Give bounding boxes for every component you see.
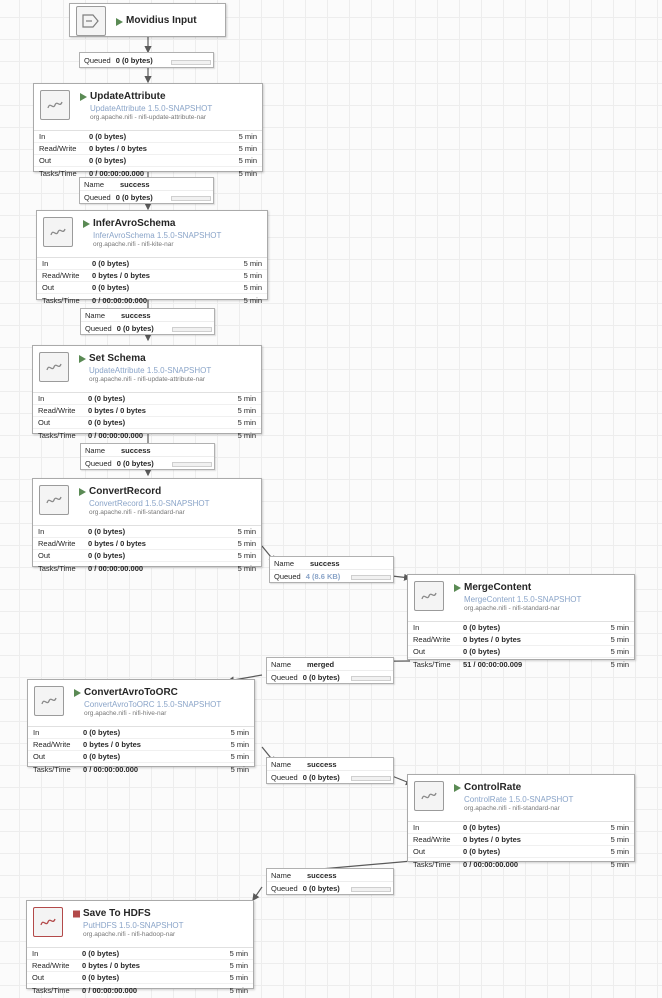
stat-in: In 0 (0 bytes) 5 min — [34, 131, 262, 143]
stat-out: Out 0 (0 bytes) 5 min — [34, 155, 262, 167]
processor-type: PutHDFS 1.5.0-SNAPSHOT — [83, 920, 184, 930]
stat-tasks-time: Tasks/Time 0 / 00:00:00.000 5 min — [33, 764, 249, 774]
processor-bundle: org.apache.nifi - nifi-standard-nar — [464, 604, 560, 612]
stat-in: In 0 (0 bytes) 5 min — [28, 727, 254, 739]
processor-stats — [408, 821, 634, 870]
processor-convert-record[interactable] — [32, 478, 262, 573]
stat-tasks-time: Tasks/Time 0 / 00:00:00.000 5 min — [38, 430, 256, 440]
processor-bundle: org.apache.nifi - nifi-update-attribute-nar — [90, 113, 206, 121]
run-state-icon-movidius-input[interactable] — [112, 15, 126, 27]
stat-out: Out 0 (0 bytes) 5 min — [408, 846, 634, 858]
queued-label: Queued — [85, 459, 112, 468]
stat-read-write: Read/Write 0 bytes / 0 bytes 5 min — [33, 538, 261, 550]
relationship-label: Name — [85, 310, 106, 320]
processor-stats — [27, 947, 253, 996]
queued-value: 0 (0 bytes) — [116, 459, 154, 468]
processor-save-to-hdfs[interactable] — [26, 900, 254, 995]
relationship-label: Name — [271, 759, 292, 769]
processor-merge-content[interactable] — [407, 574, 635, 669]
run-state-icon-convert-record[interactable] — [75, 485, 89, 497]
processor-stats — [33, 392, 261, 441]
queue-bar — [171, 196, 211, 201]
queue-bar — [171, 60, 211, 65]
processor-stats — [37, 257, 267, 306]
stat-read-write: Read/Write 0 bytes / 0 bytes 5 min — [37, 270, 267, 282]
processor-bundle: org.apache.nifi - nifi-kite-nar — [93, 240, 174, 248]
stat-read-write: Read/Write 0 bytes / 0 bytes 5 min — [33, 405, 261, 417]
processor-stats — [33, 525, 261, 574]
queue-bar — [351, 676, 391, 681]
queued-label: Queued — [85, 324, 112, 333]
processor-type: ConvertAvroToORC 1.5.0-SNAPSHOT — [84, 699, 222, 709]
queued-label: Queued — [274, 572, 301, 581]
run-state-icon-update-attribute[interactable] — [76, 90, 90, 102]
queue-bar — [351, 575, 391, 580]
connection-controlrate-to-hdfs[interactable] — [266, 868, 394, 895]
connection-update-to-infer[interactable] — [79, 177, 214, 204]
stat-in: In 0 (0 bytes) 5 min — [33, 393, 261, 405]
stat-in: In 0 (0 bytes) 5 min — [408, 622, 634, 634]
queued-value: 0 (0 bytes) — [302, 884, 340, 893]
run-state-icon-infer-avro-schema[interactable] — [79, 217, 93, 229]
connection-port-to-update[interactable] — [79, 52, 214, 68]
queue-bar — [172, 327, 212, 332]
processor-icon — [414, 781, 444, 811]
processor-infer-avro-schema[interactable] — [36, 210, 268, 305]
relationship-value: success — [121, 310, 151, 320]
stat-out: Out 0 (0 bytes) 5 min — [33, 550, 261, 562]
processor-bundle: org.apache.nifi - nifi-hive-nar — [84, 709, 167, 717]
relationship-label: Name — [271, 870, 292, 880]
queued-value: 0 (0 bytes) — [115, 56, 153, 65]
stat-tasks-time: Tasks/Time 0 / 00:00:00.000 5 min — [32, 985, 248, 995]
processor-type: InferAvroSchema 1.5.0-SNAPSHOT — [93, 230, 222, 240]
processor-name: Movidius Input — [126, 15, 197, 27]
processor-type: ConvertRecord 1.5.0-SNAPSHOT — [89, 498, 210, 508]
processor-name: Save To HDFS — [83, 908, 151, 919]
stat-out: Out 0 (0 bytes) 5 min — [28, 751, 254, 763]
queued-label: Queued — [271, 884, 298, 893]
connection-setschema-to-convertrecord[interactable] — [80, 443, 215, 470]
stat-out: Out 0 (0 bytes) 5 min — [37, 282, 267, 294]
queue-bar — [351, 887, 391, 892]
run-state-icon-control-rate[interactable] — [450, 781, 464, 793]
processor-name: Set Schema — [89, 353, 146, 364]
processor-bundle: org.apache.nifi - nifi-standard-nar — [464, 804, 560, 812]
processor-icon — [43, 217, 73, 247]
run-state-icon-save-to-hdfs[interactable] — [69, 907, 83, 919]
stat-tasks-time: Tasks/Time 51 / 00:00:00.009 5 min — [413, 659, 629, 669]
input-port-icon — [76, 6, 106, 36]
queued-label: Queued — [271, 673, 298, 682]
processor-stats — [34, 130, 262, 179]
relationship-value: success — [121, 445, 151, 455]
relationship-value: merged — [307, 659, 335, 669]
run-state-icon-merge-content[interactable] — [450, 581, 464, 593]
processor-bundle: org.apache.nifi - nifi-standard-nar — [89, 508, 185, 516]
processor-type: ControlRate 1.5.0-SNAPSHOT — [464, 794, 574, 804]
queue-bar — [172, 462, 212, 467]
stat-tasks-time: Tasks/Time 0 / 00:00:00.000 5 min — [39, 168, 257, 178]
relationship-label: Name — [271, 659, 292, 669]
processor-icon — [33, 907, 63, 937]
processor-icon — [39, 485, 69, 515]
stat-read-write: Read/Write 0 bytes / 0 bytes 5 min — [408, 634, 634, 646]
processor-name: InferAvroSchema — [93, 218, 176, 229]
stat-tasks-time: Tasks/Time 0 / 00:00:00.000 5 min — [413, 859, 629, 869]
processor-icon — [40, 90, 70, 120]
stat-read-write: Read/Write 0 bytes / 0 bytes 5 min — [27, 960, 253, 972]
queue-bar — [351, 776, 391, 781]
queued-value: 0 (0 bytes) — [115, 193, 153, 202]
relationship-value: success — [307, 759, 337, 769]
queued-value: 0 (0 bytes) — [302, 773, 340, 782]
stat-read-write: Read/Write 0 bytes / 0 bytes 5 min — [28, 739, 254, 751]
run-state-icon-set-schema[interactable] — [75, 352, 89, 364]
relationship-value: success — [310, 558, 340, 568]
processor-stats — [28, 726, 254, 775]
processor-set-schema[interactable] — [32, 345, 262, 440]
processor-name: UpdateAttribute — [90, 91, 166, 102]
run-state-icon-convert-avro-to-orc[interactable] — [70, 686, 84, 698]
relationship-value: success — [120, 179, 150, 189]
connection-convertrecord-to-merge[interactable] — [269, 556, 394, 583]
stat-out: Out 0 (0 bytes) 5 min — [27, 972, 253, 984]
stat-in: In 0 (0 bytes) 5 min — [33, 526, 261, 538]
stat-in: In 0 (0 bytes) 5 min — [408, 822, 634, 834]
processor-type: UpdateAttribute 1.5.0-SNAPSHOT — [89, 365, 212, 375]
relationship-label: Name — [84, 179, 105, 189]
queued-value: 0 (0 bytes) — [116, 324, 154, 333]
connection-merge-to-orc[interactable] — [266, 657, 394, 684]
processor-name: ControlRate — [464, 782, 522, 793]
queued-label: Queued — [84, 56, 111, 65]
stat-out: Out 0 (0 bytes) 5 min — [408, 646, 634, 658]
connection-orc-to-controlrate[interactable] — [266, 757, 394, 784]
stat-tasks-time: Tasks/Time 0 / 00:00:00.000 5 min — [42, 295, 262, 305]
connection-infer-to-setschema[interactable] — [80, 308, 215, 335]
processor-name: MergeContent — [464, 582, 532, 593]
processor-bundle: org.apache.nifi - nifi-update-attribute-nar — [89, 375, 205, 383]
processor-name: ConvertRecord — [89, 486, 162, 497]
stat-in: In 0 (0 bytes) 5 min — [27, 948, 253, 960]
queued-label: Queued — [84, 193, 111, 202]
relationship-label: Name — [274, 558, 295, 568]
relationship-label: Name — [85, 445, 106, 455]
stat-read-write: Read/Write 0 bytes / 0 bytes 5 min — [34, 143, 262, 155]
processor-type: UpdateAttribute 1.5.0-SNAPSHOT — [90, 103, 213, 113]
stat-in: In 0 (0 bytes) 5 min — [37, 258, 267, 270]
relationship-value: success — [307, 870, 337, 880]
processor-type: MergeContent 1.5.0-SNAPSHOT — [464, 594, 582, 604]
queued-value: 4 (8.6 KB) — [305, 572, 341, 581]
processor-icon — [414, 581, 444, 611]
processor-update-attribute[interactable] — [33, 83, 263, 178]
processor-icon — [34, 686, 64, 716]
processor-name: ConvertAvroToORC — [84, 687, 178, 698]
queued-label: Queued — [271, 773, 298, 782]
processor-bundle: org.apache.nifi - nifi-hadoop-nar — [83, 930, 176, 938]
queued-value: 0 (0 bytes) — [302, 673, 340, 682]
processor-icon — [39, 352, 69, 382]
processor-movidius-input[interactable] — [69, 3, 226, 37]
processor-stats — [408, 621, 634, 670]
processor-convert-avro-to-orc[interactable] — [27, 679, 255, 774]
processor-control-rate[interactable] — [407, 774, 635, 869]
stat-tasks-time: Tasks/Time 0 / 00:00:00.000 5 min — [38, 563, 256, 573]
stat-out: Out 0 (0 bytes) 5 min — [33, 417, 261, 429]
stat-read-write: Read/Write 0 bytes / 0 bytes 5 min — [408, 834, 634, 846]
